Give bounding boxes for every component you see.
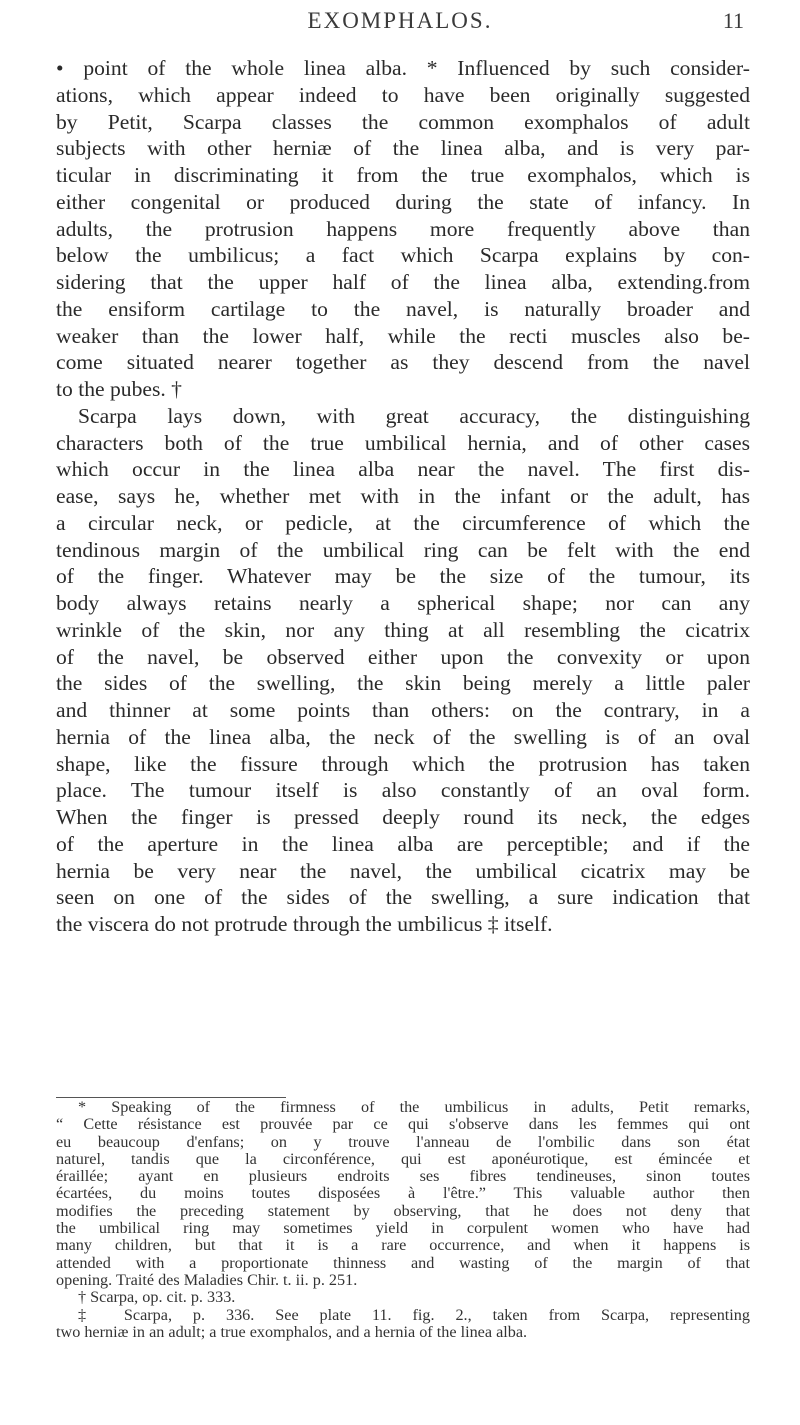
footnote-line: two herniæ in an adult; a true exomphalos, and a hernia of the linea alba. xyxy=(56,1322,528,1341)
text-line: When the finger is pressed deeply round its neck, the edges xyxy=(56,805,750,829)
footnote-line: opening. Traité des Maladies Chir. t. ii. p. 251. xyxy=(56,1270,358,1289)
footnote-line: “ Cette résistance est prouvée par ce qui s'observe dans les femmes qui ont xyxy=(56,1115,750,1134)
text-line: a circular neck, or pedicle, at the circumference of which the xyxy=(56,510,750,535)
footnote-line: † Scarpa, op. cit. p. 333. xyxy=(78,1288,236,1307)
text-line: either congenital or produced during the state of infancy. In xyxy=(56,189,750,214)
text-line: the ensiform cartilage to the navel, is naturally broader and xyxy=(56,296,750,321)
text-line: adults, the protrusion happens more frequently above than xyxy=(56,216,750,241)
text-line: characters both of the true umbilical hernia, and of other cases xyxy=(56,430,750,455)
text-line: place. The tumour itself is also constantly of an oval form. xyxy=(56,778,750,803)
main-text xyxy=(56,55,750,938)
text-line: ticular in discriminating it from the true exomphalos, which is xyxy=(56,163,750,187)
text-line: subjects with other herniæ of the linea alba, and is very par- xyxy=(56,136,750,161)
text-line: of the finger. Whatever may be the size of the tumour, its xyxy=(56,564,750,589)
footnote-line: attended with a proportionate thinness and wasting of the margin of that xyxy=(56,1253,750,1272)
footnote-line: naturel, tandis que la circonférence, qui est aponéurotique, est émincée et xyxy=(56,1149,750,1168)
text-line: • point of the whole linea alba. * Influenced by such consider- xyxy=(56,56,750,80)
text-line: and thinner at some points than others: on the contrary, in a xyxy=(56,698,750,722)
text-line: ease, says he, whether met with in the infant or the adult, has xyxy=(56,484,750,508)
text-line: come situated nearer together as they descend from the navel xyxy=(56,350,750,375)
footnote-line: écartées, du moins toutes disposées à l'être.” This valuable author then xyxy=(56,1184,750,1203)
text-line: wrinkle of the skin, nor any thing at all resembling the cicatrix xyxy=(56,617,750,642)
text-line: below the umbilicus; a fact which Scarpa explains by con- xyxy=(56,243,750,268)
footnote-line: éraillée; ayant en plusieurs endroits ses fibres tendineuses, sinon toutes xyxy=(56,1167,750,1186)
text-line: which occur in the linea alba near the navel. The first dis- xyxy=(56,457,750,482)
page-number: 11 xyxy=(722,8,744,33)
running-head xyxy=(0,8,800,38)
text-line: shape, like the fissure through which the protrusion has taken xyxy=(56,751,750,776)
text-line: body always retains nearly a spherical shape; nor can any xyxy=(56,591,750,615)
running-title: EXOMPHALOS. xyxy=(307,8,493,33)
footnote-line: modifies the preceding statement by observing, that he does not deny that xyxy=(56,1201,750,1220)
text-line: of the aperture in the linea alba are perceptible; and if the xyxy=(56,831,750,856)
footnote-line: eu beaucoup d'enfans; on y trouve l'anneau de l'ombilic dans son état xyxy=(56,1132,750,1151)
text-line: tendinous margin of the umbilical ring can be felt with the end xyxy=(56,537,750,562)
footnote-line: many children, but that it is a rare occurrence, and when it happens is xyxy=(56,1236,750,1255)
text-line: the viscera do not protrude through the umbilicus ‡ itself. xyxy=(56,912,553,936)
text-line: hernia be very near the navel, the umbilical cicatrix may be xyxy=(56,858,750,883)
footnote-line: ‡ Scarpa, p. 336. See plate 11. fig. 2., taken from Scarpa, representing xyxy=(78,1305,750,1324)
text-line: of the navel, be observed either upon the convexity or upon xyxy=(56,644,750,669)
text-line: weaker than the lower half, while the recti muscles also be- xyxy=(56,323,750,348)
footnote-line: the umbilical ring may sometimes yield in corpulent women who have had xyxy=(56,1219,750,1238)
text-line: sidering that the upper half of the linea alba, extending.from xyxy=(56,270,750,294)
footnote-line: * Speaking of the firmness of the umbilicus in adults, Petit remarks, xyxy=(78,1098,750,1116)
text-line: by Petit, Scarpa classes the common exomphalos of adult xyxy=(56,109,750,134)
text-line: to the pubes. † xyxy=(56,377,182,401)
text-line: seen on one of the sides of the swelling, a sure indication that xyxy=(56,885,750,910)
text-line: ations, which appear indeed to have been originally suggested xyxy=(56,82,750,107)
footnotes xyxy=(56,1099,750,1341)
text-line: Scarpa lays down, with great accuracy, the distinguishing xyxy=(78,403,750,428)
text-line: the sides of the swelling, the skin being merely a little paler xyxy=(56,671,750,696)
text-line: hernia of the linea alba, the neck of the swelling is of an oval xyxy=(56,724,750,749)
